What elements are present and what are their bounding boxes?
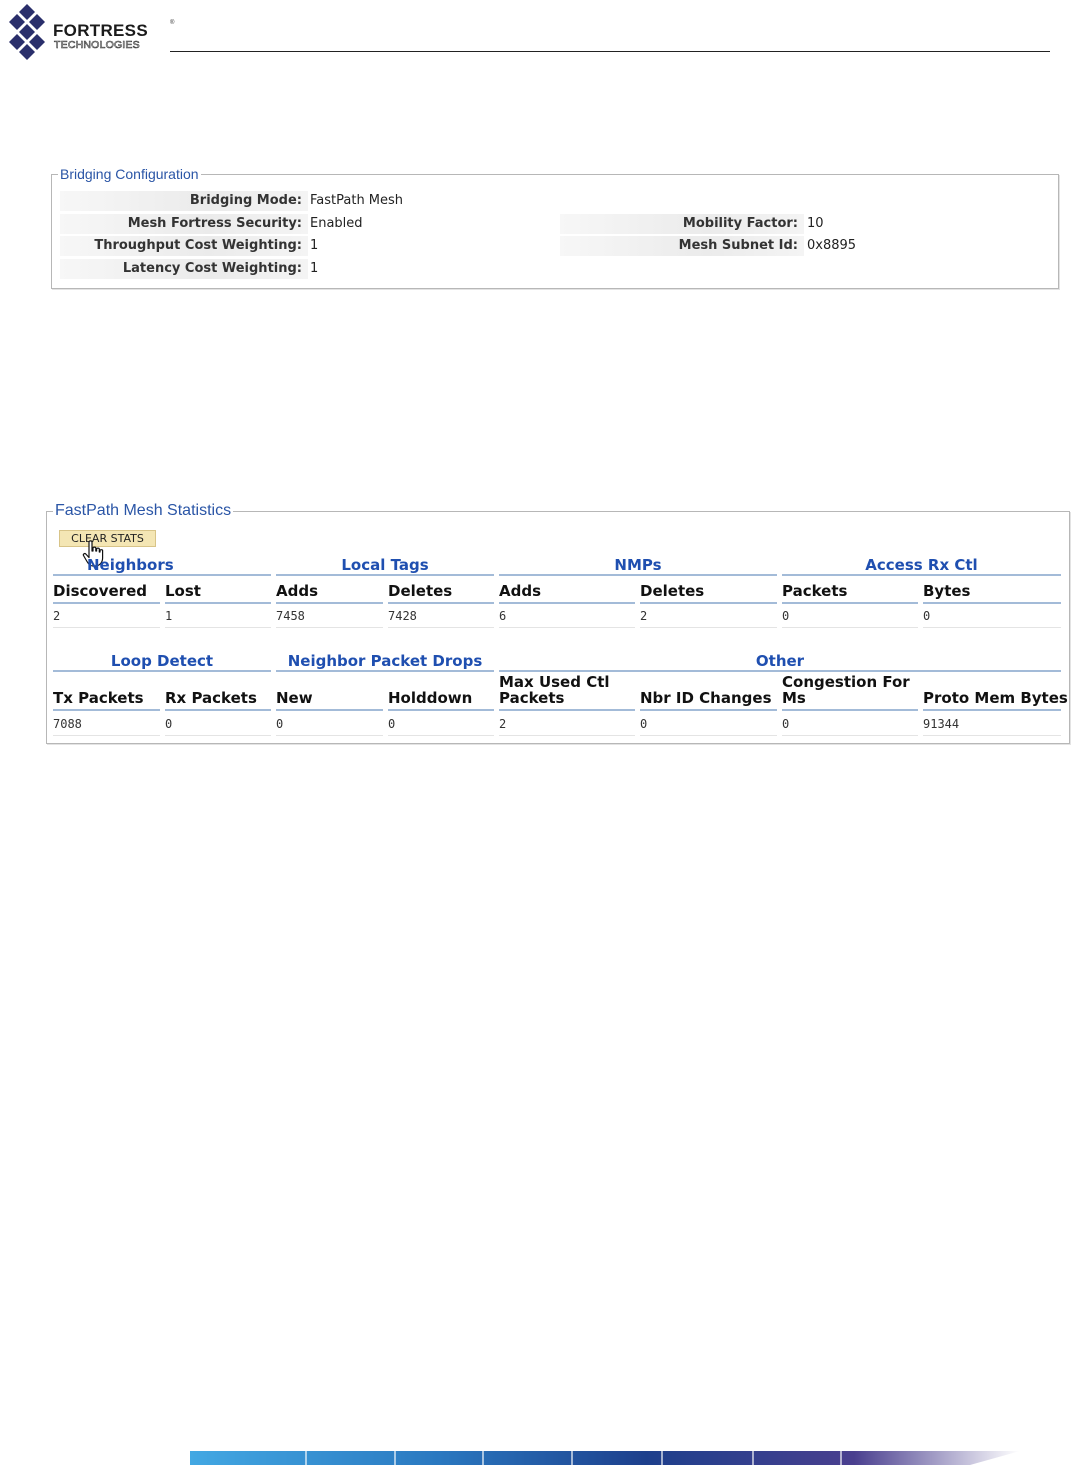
- column-header-local-adds: Adds: [276, 580, 383, 604]
- column-header-bytes: Bytes: [923, 580, 1061, 604]
- config-value: 1: [310, 261, 319, 276]
- config-label: Latency Cost Weighting:: [60, 259, 308, 279]
- stat-value-local-adds: 7458: [276, 604, 383, 628]
- fortress-logo: [6, 4, 186, 60]
- footer-color-band: [190, 1449, 1020, 1467]
- stat-value-nmp-deletes: 2: [640, 604, 777, 628]
- header-divider: [170, 51, 1050, 52]
- column-header-nbr-id-changes: Nbr ID Changes: [640, 675, 777, 711]
- group-header-neighbor-packet-drops: Neighbor Packet Drops: [276, 652, 494, 672]
- config-row-mobility-factor: [560, 214, 960, 234]
- stat-value-nmp-adds: 6: [499, 604, 635, 628]
- column-header-packets: Packets: [782, 580, 918, 604]
- config-row-mesh-security: [60, 214, 540, 234]
- config-label: Mobility Factor:: [560, 214, 804, 234]
- stat-value-rx-packets: 0: [165, 712, 271, 736]
- column-header-lost: Lost: [165, 580, 271, 604]
- brand-name: FORTRESS: [53, 21, 148, 40]
- stat-value-proto-mem-bytes: 91344: [923, 712, 1061, 736]
- stat-value-local-deletes: 7428: [388, 604, 494, 628]
- column-header-proto-mem-bytes: Proto Mem Bytes: [923, 675, 1061, 711]
- column-header-tx-packets: Tx Packets: [53, 675, 160, 711]
- group-header-local-tags: Local Tags: [276, 556, 494, 576]
- group-header-nmps: NMPs: [499, 556, 777, 576]
- mesh-statistics-legend: FastPath Mesh Statistics: [55, 502, 232, 519]
- config-value: FastPath Mesh: [310, 193, 404, 208]
- config-label: Throughput Cost Weighting:: [60, 236, 308, 256]
- column-header-holddown: Holddown: [388, 675, 494, 711]
- group-header-access-rx-ctl: Access Rx Ctl: [782, 556, 1061, 576]
- stat-value-tx-packets: 7088: [53, 712, 160, 736]
- config-row-mesh-subnet-id: [560, 236, 960, 256]
- stat-value-discovered: 2: [53, 604, 160, 628]
- stat-value-lost: 1: [165, 604, 271, 628]
- config-row-bridging-mode: [60, 191, 540, 211]
- config-label: Mesh Fortress Security:: [60, 214, 308, 234]
- config-value: Enabled: [310, 216, 363, 231]
- column-header-max-used-ctl-packets: Max Used Ctl Packets: [499, 675, 635, 711]
- stat-value-new: 0: [276, 712, 383, 736]
- column-header-nmp-deletes: Deletes: [640, 580, 777, 604]
- config-row-throughput-weighting: [60, 236, 540, 256]
- clear-stats-button[interactable]: CLEAR STATS: [59, 530, 156, 547]
- registered-mark: ®: [170, 20, 175, 26]
- config-label: Mesh Subnet Id:: [560, 236, 804, 256]
- stat-value-packets: 0: [782, 604, 918, 628]
- group-header-neighbors: Neighbors: [53, 556, 271, 576]
- bridging-configuration-legend: Bridging Configuration: [60, 166, 199, 182]
- stat-value-congestion-for-ms: 0: [782, 712, 918, 736]
- config-row-latency-weighting: [60, 259, 540, 279]
- stat-value-holddown: 0: [388, 712, 494, 736]
- column-header-local-deletes: Deletes: [388, 580, 494, 604]
- config-value: 10: [807, 216, 824, 231]
- stat-value-nbr-id-changes: 0: [640, 712, 777, 736]
- stat-value-max-used-ctl-packets: 2: [499, 712, 635, 736]
- stat-value-bytes: 0: [923, 604, 1061, 628]
- group-header-loop-detect: Loop Detect: [53, 652, 271, 672]
- column-header-congestion-for-ms: Congestion For Ms: [782, 675, 918, 711]
- config-value: 1: [310, 238, 319, 253]
- diamond-logo-icon: [6, 4, 52, 62]
- column-header-rx-packets: Rx Packets: [165, 675, 271, 711]
- group-header-other: Other: [499, 652, 1061, 672]
- column-header-nmp-adds: Adds: [499, 580, 635, 604]
- config-label: Bridging Mode:: [60, 191, 308, 211]
- config-value: 0x8895: [807, 238, 857, 253]
- brand-subtitle: TECHNOLOGIES: [54, 39, 140, 51]
- column-header-discovered: Discovered: [53, 580, 160, 604]
- column-header-new: New: [276, 675, 383, 711]
